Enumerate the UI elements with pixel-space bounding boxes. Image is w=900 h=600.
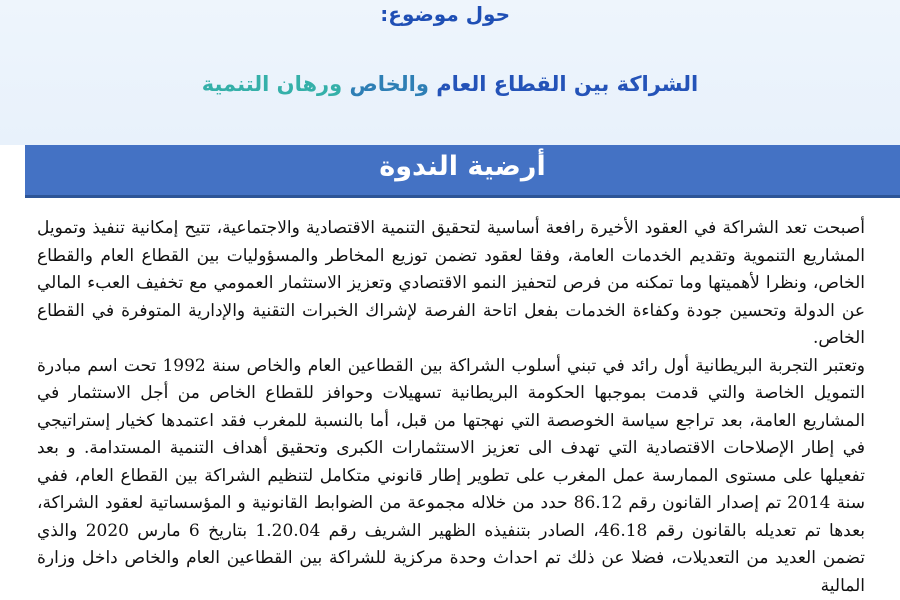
title-part-development: ورهان التنمية (201, 72, 350, 96)
title-part-private: والخاص (349, 72, 437, 96)
paragraph-1: أصبحت تعد الشراكة في العقود الأخيرة رافعة أساسية لتحقيق التنمية الاقتصادية والاجتماعية، تتيح إمكانية تنفيذ وتمويل المشاريع التنموية وتقديم الخدمات العامة، وفقا لعقود تضمن توزيع المخاطر والمسؤوليات بين القطاع العام والقطاع الخاص، ونظرا لأهميتها وما تمكنه من فرص لتحفيز النمو الاقتصادي وتعزيز الاستثمار العمومي مع تخفيف العبء المالي عن الدولة وتحسين جودة وكفاءة الخدمات بفعل اتاحة الفرصة لإشراك الخبرات التقنية والإدارية المتوفرة في القطاع الخاص. (37, 218, 865, 348)
paragraph-2: وتعتبر التجربة البريطانية أول رائد في تبني أسلوب الشراكة بين القطاعين العام والخاص سنة 1992 تحت اسم مبادرة التمويل الخاصة والتي قدمت بموجبها الحكومة البريطانية تسهيلات وحوافز للقطاع الخاص من أجل الاستثمار في المشاريع العامة، بعد تراجع سياسة الخوصصة التي نهجتها من قبل، أما بالنسبة للمغرب فقد اعتمدها كخيار إستراتيجي في إطار الإصلاحات الاقتصادية التي تهدف الى تعزيز الاستثمارات الكبرى وتحقيق أهداف التنمية المستدامة. و بعد تفعيلها على مستوى الممارسة عمل المغرب على تطوير إطار قانوني متكامل لتنظيم الشراكة بين القطاع العام، ففي سنة 2014 تم إصدار القانون رقم 86.12 حدد من خلاله مجموعة من الضوابط القانونية و المؤسساتية لعقود الشراكة، بعدها تم تعديله بالقانون رقم 46.18، الصادر بتنفيذه الظهير الشريف رقم 1.20.04 بتاريخ 6 مارس 2020 والذي تضمن العديد من التعديلات، فضلا عن ذلك تم احداث وحدة مركزية للشراكة بين القطاعين العام والخاص داخل وزارة المالية (37, 355, 866, 596)
body-text (37, 215, 865, 600)
section-title: أرضية الندوة (379, 151, 546, 182)
title-part-public-sector: الشراكة بين القطاع العام (436, 72, 699, 96)
section-banner (25, 145, 900, 198)
header-area (0, 0, 900, 145)
page-title (0, 72, 900, 96)
subject-label: حول موضوع: (380, 2, 510, 26)
